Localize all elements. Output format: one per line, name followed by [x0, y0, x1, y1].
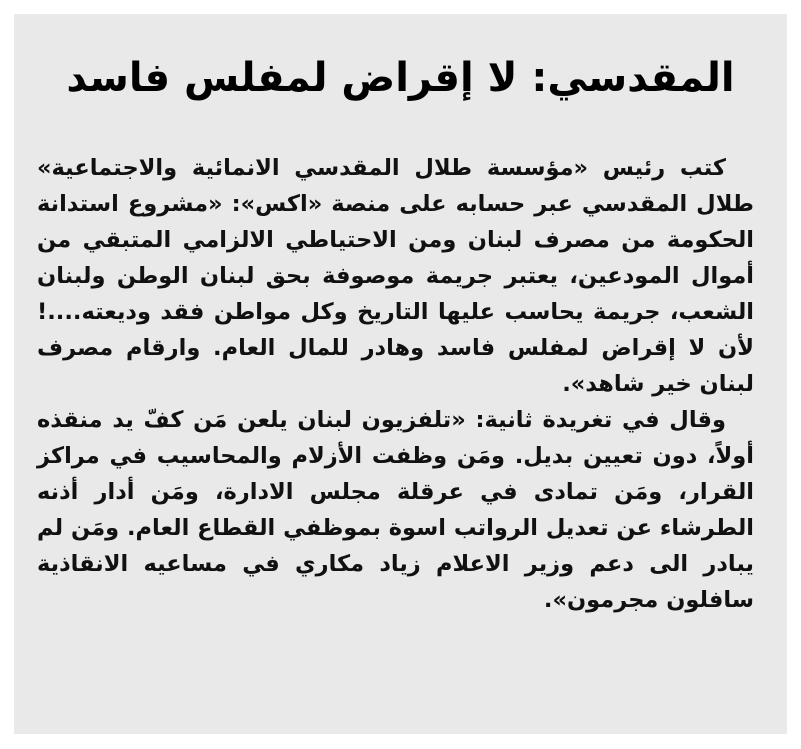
article-paragraph-1: كتب رئيس «مؤسسة طلال المقدسي الانمائية والاجتماعية» طلال المقدسي عبر حسابه على منصة «اكس»: «مشروع استدانة الحكومة من مصرف لبنان ومن الاحتياطي الالزامي المتبقي من أموال المودعين، يعتبر جريمة موصوفة بحق لبنان الوطن ولبنان الشعب، جريمة يحاسب عليها التاريخ وكل مواطن فقد وديعته....! لأن لا إقراض لمفلس فاسد وهادر للمال العام. وارقام مصرف لبنان خير شاهد».	[37, 155, 754, 397]
article-paragraph-2: وقال في تغريدة ثانية: «تلفزيون لبنان يلعن مَن كفّ يد منقذه أولاً، دون تعيين بديل. ومَن وظفت الأزلام والمحاسيب في مراكز القرار، ومَن تمادى في عرقلة مجلس الادارة، ومَن أدار أذنه الطرشاء عن تعديل الرواتب اسوة بموظفي القطاع العام. ومَن لم يبادر الى دعم وزير الاعلام زياد مكاري في مساعيه الانقاذية سافلون مجرمون».	[37, 407, 754, 613]
news-article	[14, 14, 787, 734]
article-headline: المقدسي: لا إقراض لمفلس فاسد	[66, 55, 735, 101]
article-body	[14, 126, 787, 618]
